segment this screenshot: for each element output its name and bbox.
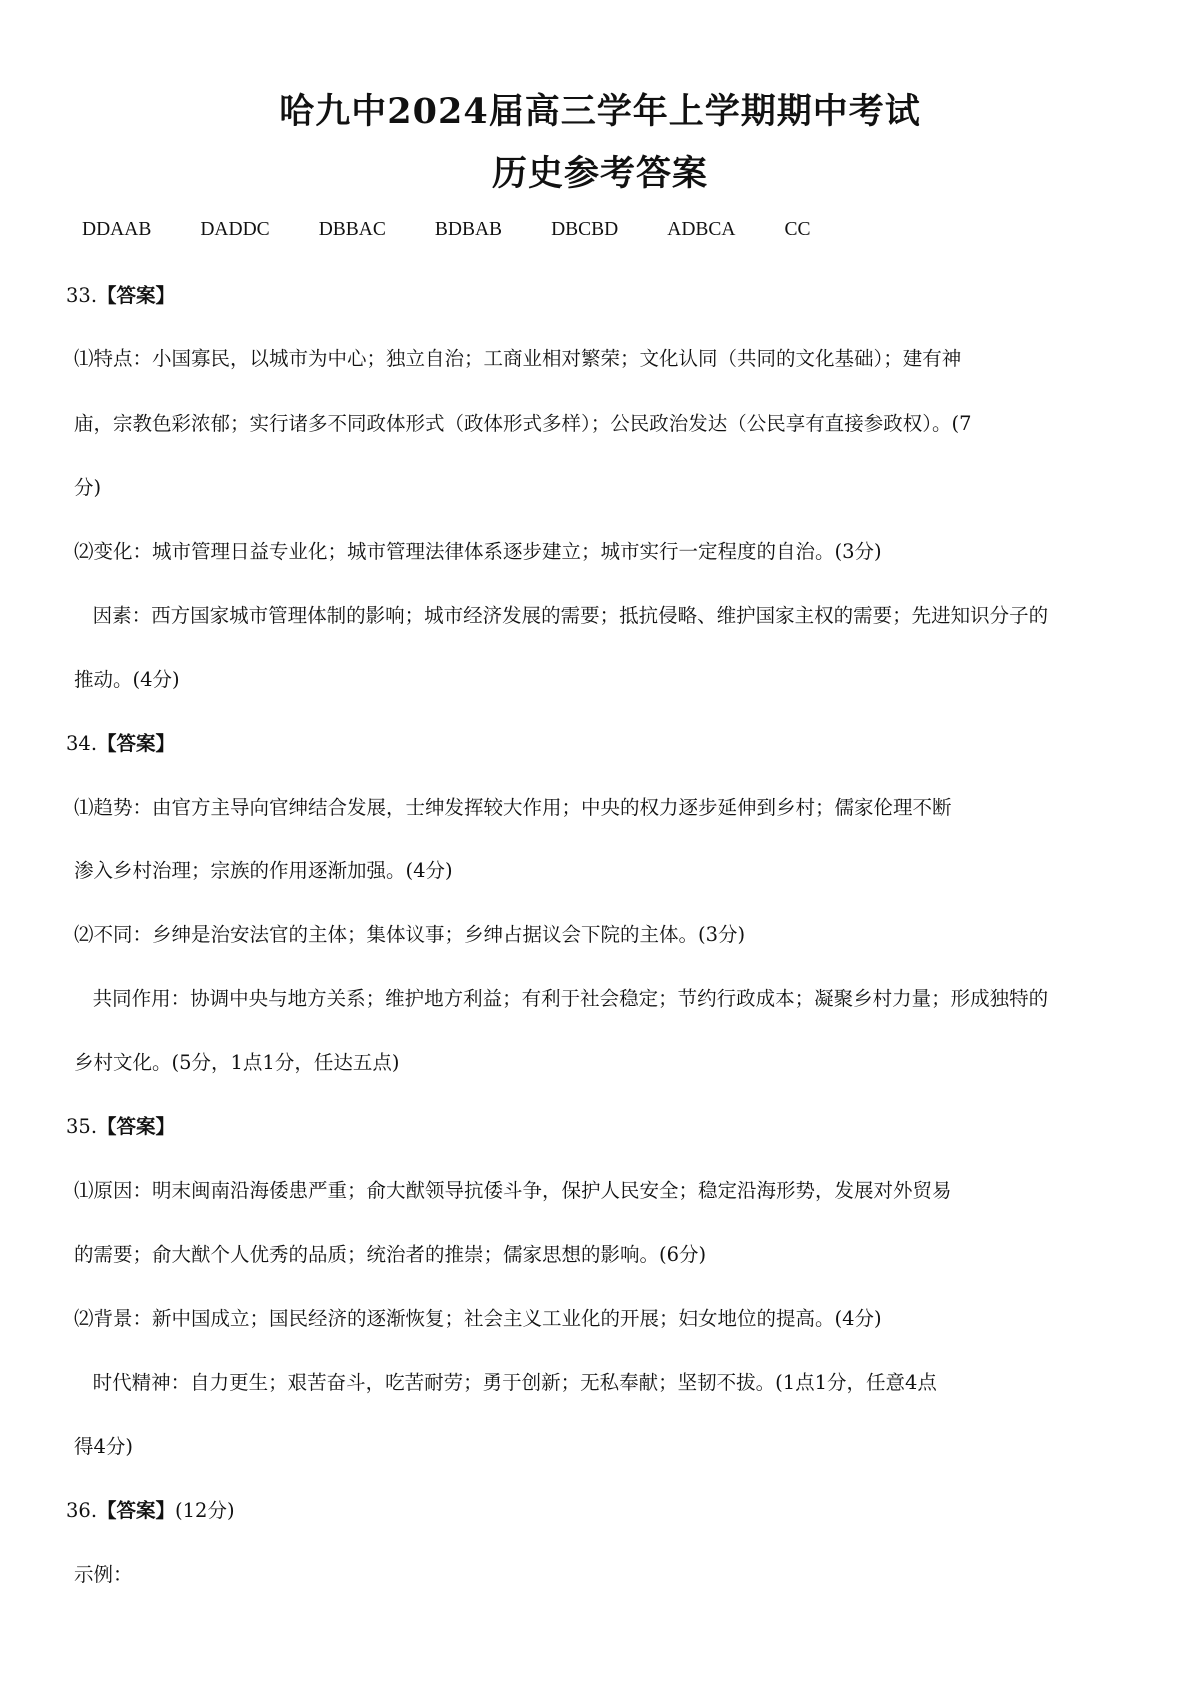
choice-group: DBCBD [551,219,619,240]
answer-line: ⑴特点：小国寡民，以城市为中心；独立自治；工商业相对繁荣；文化认同（共同的文化基础）；建有神 [74,347,962,370]
answer-label: 【答案】 [97,1115,176,1138]
choice-group: ADBCA [667,219,736,240]
question-35-heading [66,1111,175,1139]
document-subtitle: 历史参考答案 [491,153,708,194]
answer-line: ⑵背景：新中国成立；国民经济的逐渐恢复；社会主义工业化的开展；妇女地位的提高。(4分) [74,1307,882,1330]
answer-line: 时代精神：自力更生；艰苦奋斗，吃苦耐劳；勇于创新；无私奉献；坚韧不拔。(1点1分，任意4点 [74,1371,937,1394]
question-36-heading [66,1495,235,1523]
answer-line: ⑴原因：明末闽南沿海倭患严重；俞大猷领导抗倭斗争，保护人民安全；稳定沿海形势，发展对外贸易 [74,1179,952,1202]
choice-group: CC [784,219,811,240]
choice-answers [82,219,860,241]
question-number: 36. [66,1499,98,1522]
question-34-heading [66,728,175,756]
answer-line: 分) [74,476,102,499]
document-title: 哈九中2024届高三学年上学期期中考试 [279,91,921,132]
question-number: 34. [66,732,98,755]
answer-label: 【答案】 [97,732,176,755]
answer-label: 【答案】 [97,284,176,307]
answer-line: 乡村文化。(5分，1点1分，任达五点) [74,1051,400,1074]
answer-line: ⑵不同：乡绅是治安法官的主体；集体议事；乡绅占据议会下院的主体。(3分) [74,923,746,946]
choice-group: DBBAC [318,219,386,240]
answer-line: 得4分) [74,1435,134,1458]
answer-line: 庙，宗教色彩浓郁；实行诸多不同政体形式（政体形式多样）；公民政治发达（公民享有直接参政权）。(7 [74,412,972,435]
answer-line: 示例： [74,1563,133,1586]
answer-line: 共同作用：协调中央与地方关系；维护地方利益；有利于社会稳定；节约行政成本；凝聚乡村力量；形成独特的 [74,987,1049,1010]
choice-group: BDBAB [434,219,503,240]
choice-group: DADDC [200,219,270,240]
answer-line: 因素：西方国家城市管理体制的影响；城市经济发展的需要；抵抗侵略、维护国家主权的需要；先进知识分子的 [74,604,1049,627]
answer-line: 渗入乡村治理；宗族的作用逐渐加强。(4分) [74,859,453,882]
answer-label: 【答案】 [97,1499,176,1522]
score: (12分) [175,1499,235,1522]
answer-line: 推动。(4分) [74,668,180,691]
choice-group: DDAAB [82,219,152,240]
question-number: 35. [66,1115,98,1138]
answer-line: ⑴趋势：由官方主导向官绅结合发展，士绅发挥较大作用；中央的权力逐步延伸到乡村；儒家伦理不断 [74,796,952,819]
answer-line: 的需要；俞大猷个人优秀的品质；统治者的推崇；儒家思想的影响。(6分) [74,1243,707,1266]
question-number: 33. [66,284,98,307]
question-33-heading [66,280,175,308]
answer-line: ⑵变化：城市管理日益专业化；城市管理法律体系逐步建立；城市实行一定程度的自治。(3分) [74,540,882,563]
